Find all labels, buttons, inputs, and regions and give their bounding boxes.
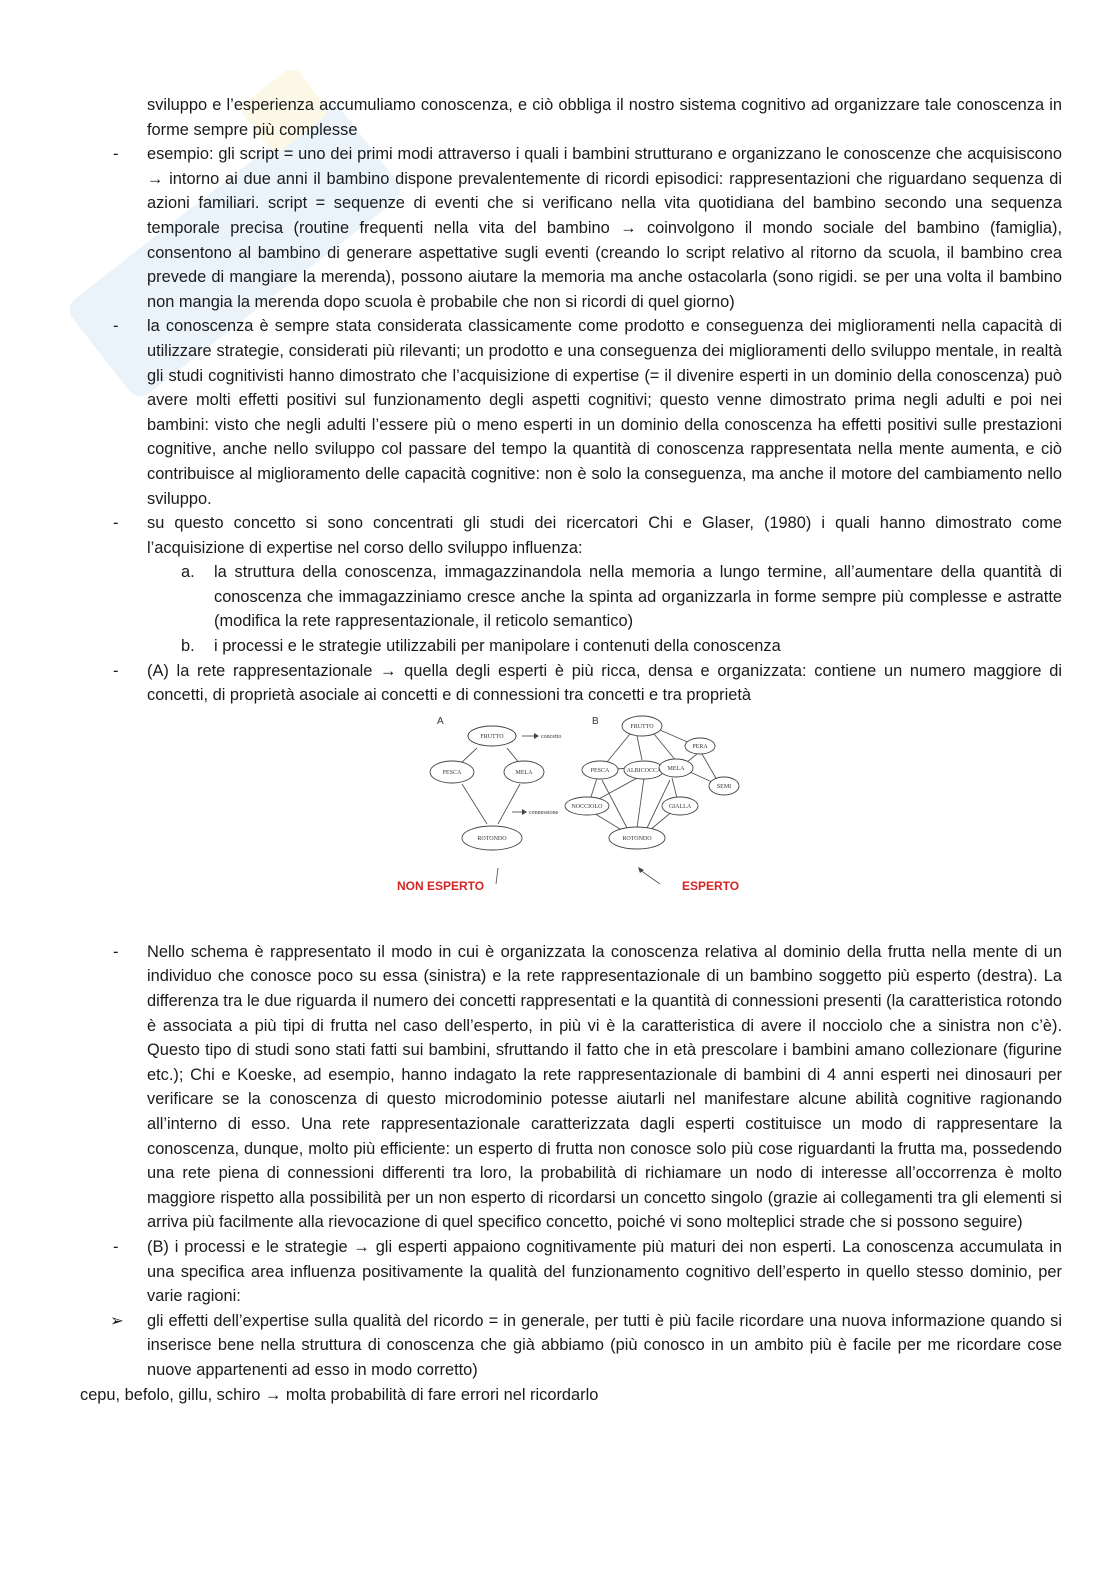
b-node-pesca: PESCA — [590, 767, 610, 774]
a-node-pesca: PESCA — [442, 769, 462, 776]
dash-marker: - — [113, 145, 119, 164]
panel-a-label: A — [437, 715, 444, 727]
a-node-mela: MELA — [515, 769, 533, 776]
letter-marker-b: b. — [181, 637, 195, 656]
document-body — [80, 93, 1062, 1407]
sublist-item-b — [80, 634, 1062, 659]
list-item-text: gli effetti dell’expertise sulla qualità del ricordo = in generale, per tutti è più facile ricordare una nuova informazione quando si inserisce bene nella struttura di conoscenza che già abbiamo (più conosco in un ambito più è facile per me ricordare cose nuove appartenenti ad esso in modo corretto) — [147, 1311, 1062, 1379]
b-node-frutto: FRUTTO — [630, 723, 654, 730]
b-node-pera: PERA — [692, 743, 708, 750]
b-node-nocciolo: NOCCIOLO — [571, 803, 603, 810]
a-concept-label: concetto — [541, 733, 562, 740]
list-item-processes — [80, 1235, 1062, 1309]
network-diagram — [392, 712, 752, 934]
dash-marker: - — [113, 1237, 119, 1256]
dash-marker: - — [113, 514, 119, 533]
list-item-script — [80, 142, 1062, 314]
list-item-text: (A) la rete rappresentazionale → quella degli esperti è più ricca, densa e organizzata: contiene un numero maggiore di concetti, di proprietà asociale ai concetti e di connessioni tra concetti e tra proprietà — [147, 661, 1062, 705]
b-node-semi: SEMI — [716, 783, 732, 790]
a-node-rotondo: ROTONDO — [477, 835, 507, 842]
figure-network-diagram — [80, 712, 1062, 934]
b-node-gialla: GIALLA — [668, 803, 692, 810]
b-node-mela: MELA — [667, 765, 685, 772]
arrow-marker: ➢ — [110, 1311, 124, 1330]
b-node-rotondo: ROTONDO — [622, 835, 652, 842]
list-item-text: la conoscenza è sempre stata considerata classicamente come prodotto e conseguenza dei miglioramenti nella capacità di utilizzare strategie, considerati più rilevanti; un prodotto e una conseguenza dei miglioramenti dello sviluppo mentale, in realtà gli studi cognitivisti hanno dimostrato che l’acquisizione di expertise (= il divenire esperti in un dominio della conoscenza) può avere molti effetti positivi sul funzionamento degli aspetti cognitivi; questo venne dimostrato prima negli adulti e poi nei bambini: visto che negli adulti l’essere più o meno esperti in un dominio della conoscenza ha effetti positivi sulle prestazioni cognitive, anche nello sviluppo col passare del tempo la quantità di conoscenza rappresentata nella mente aumenta, e ciò contribuisce al miglioramento delle capacità cognitive: non è solo la conseguenza, ma anche il motore del cambiamento nello sviluppo. — [147, 317, 1062, 508]
list-item-text: Nello schema è rappresentato il modo in cui è organizzata la conoscenza relativa al dominio della frutta nella mente di un individuo che conosce poco su essa (sinistra) e la rete rappresentazionale di un bambino soggetto più esperto (destra). La differenza tra le due riguarda il numero dei concetti rappresentati e la quantità di connessioni presenti (la caratteristica rotondo è associata a più tipi di frutta nel caso dell’esperto, in più vi è la caratteristica di avere il nocciolo che a sinistra non c’è). Questo tipo di studi sono stati fatti sui bambini, sfruttando il fatto che in età prescolare i bambini amano collezionare (figurine etc.); Chi e Koeske, ad esempio, hanno indagato la rete rappresentazionale di bambini di 4 anni esperti nei dinosauri per verificare se la conoscenza di questo microdominio potesse aiutarli nel manifestare alcune abilità cognitive ragionando all’interno di esso. Una rete rappresentazionale caratterizzata dagli esperti costituisce un modo di rappresentare la conoscenza, dunque, molto più efficiente: un esperto di frutta non conosce solo più cose riguardanti la frutta ma, possedendo una rete piena di connessioni differenti tra loro, la probabilità di richiamare un nodo di interesse all’occorrenza è molto maggiore rispetto alla possibilità per un non esperto di ricordarsi un concetto singolo (grazie ai collegamenti tra gli elementi si arriva più facilmente alla rievocazione di quel specifico concetto, poiché vi sono molteplici strade che si possono seguire) — [147, 942, 1062, 1232]
paragraph-intro: sviluppo e l’esperienza accumuliamo conoscenza, e ciò obbliga il nostro sistema cognitivo ad organizzare tale conoscenza in forme sempre più complesse — [147, 96, 1062, 139]
list-item-chi-glaser — [80, 511, 1062, 560]
list-item-schema — [80, 940, 1062, 1235]
a-node-frutto: FRUTTO — [480, 733, 504, 740]
list-item-text: su questo concetto si sono concentrati gli studi dei ricercatori Chi e Glaser, (1980) i quali hanno dimostrato come l’acquisizione di expertise nel corso dello sviluppo influenza: — [147, 514, 1062, 557]
list-item-knowledge — [80, 314, 1062, 511]
dash-marker: - — [113, 661, 119, 680]
b-node-albicocca: ALBICOCCA — [626, 767, 662, 774]
non-expert-label: NON ESPERTO — [397, 878, 485, 893]
panel-b-label: B — [592, 715, 599, 727]
letter-marker-a: a. — [181, 563, 195, 582]
paragraph-final: cepu, befolo, gillu, schiro → molta probabilità di fare errori nel ricordarlo — [80, 1385, 599, 1404]
list-item-text: esempio: gli script = uno dei primi modi attraverso i quali i bambini strutturano e organizzano le conoscenze che acquisiscono → intorno ai due anni il bambino dispone prevalentemente di ricordi episodici: rappresentazioni che riguardano sequenza di azioni familiari. script = sequenze di eventi che si verificano nella vita quotidiana del bambino secondo una sequenza temporale precisa (routine frequenti nella vita del bambino → coinvolgono il mondo sociale del bambino (famiglia), consentono al bambino di generare aspettative sugli eventi (creando lo script relativo al ritorno da scuola, il bambino crea prevede di mangiare la merenda), possono aiutare la memoria ma anche ostacolarla (sono rigidi. se per una volta il bambino non mangia la merenda dopo scuola è probabile che non si ricordi di quel giorno) — [147, 145, 1062, 311]
sublist-item-text: la struttura della conoscenza, immagazzinandola nella memoria a lungo termine, all’aumentare della quantità di conoscenza che immagazziniamo cresce anche la spinta ad organizzarla in forme sempre più complesse e astratte (modifica la rete rappresentazionale, il reticolo semantico) — [214, 563, 1062, 631]
a-connection-label: connessione — [529, 809, 559, 816]
sublist-item-text: i processi e le strategie utilizzabili per manipolare i contenuti della conoscenza — [214, 637, 781, 656]
list-item-network — [80, 659, 1062, 708]
sublist-item-a — [80, 560, 1062, 634]
list-item-text: (B) i processi e le strategie → gli esperti appaiono cognitivamente più maturi dei non esperti. La conoscenza accumulata in una specifica area influenza positivamente la qualità del funzionamento cognitivo dell’esperto in quello stesso dominio, per varie ragioni: — [147, 1237, 1062, 1306]
expert-label: ESPERTO — [682, 878, 740, 893]
list-item-expertise-memory — [80, 1309, 1062, 1383]
dash-marker: - — [113, 942, 119, 961]
dash-marker: - — [113, 317, 119, 336]
